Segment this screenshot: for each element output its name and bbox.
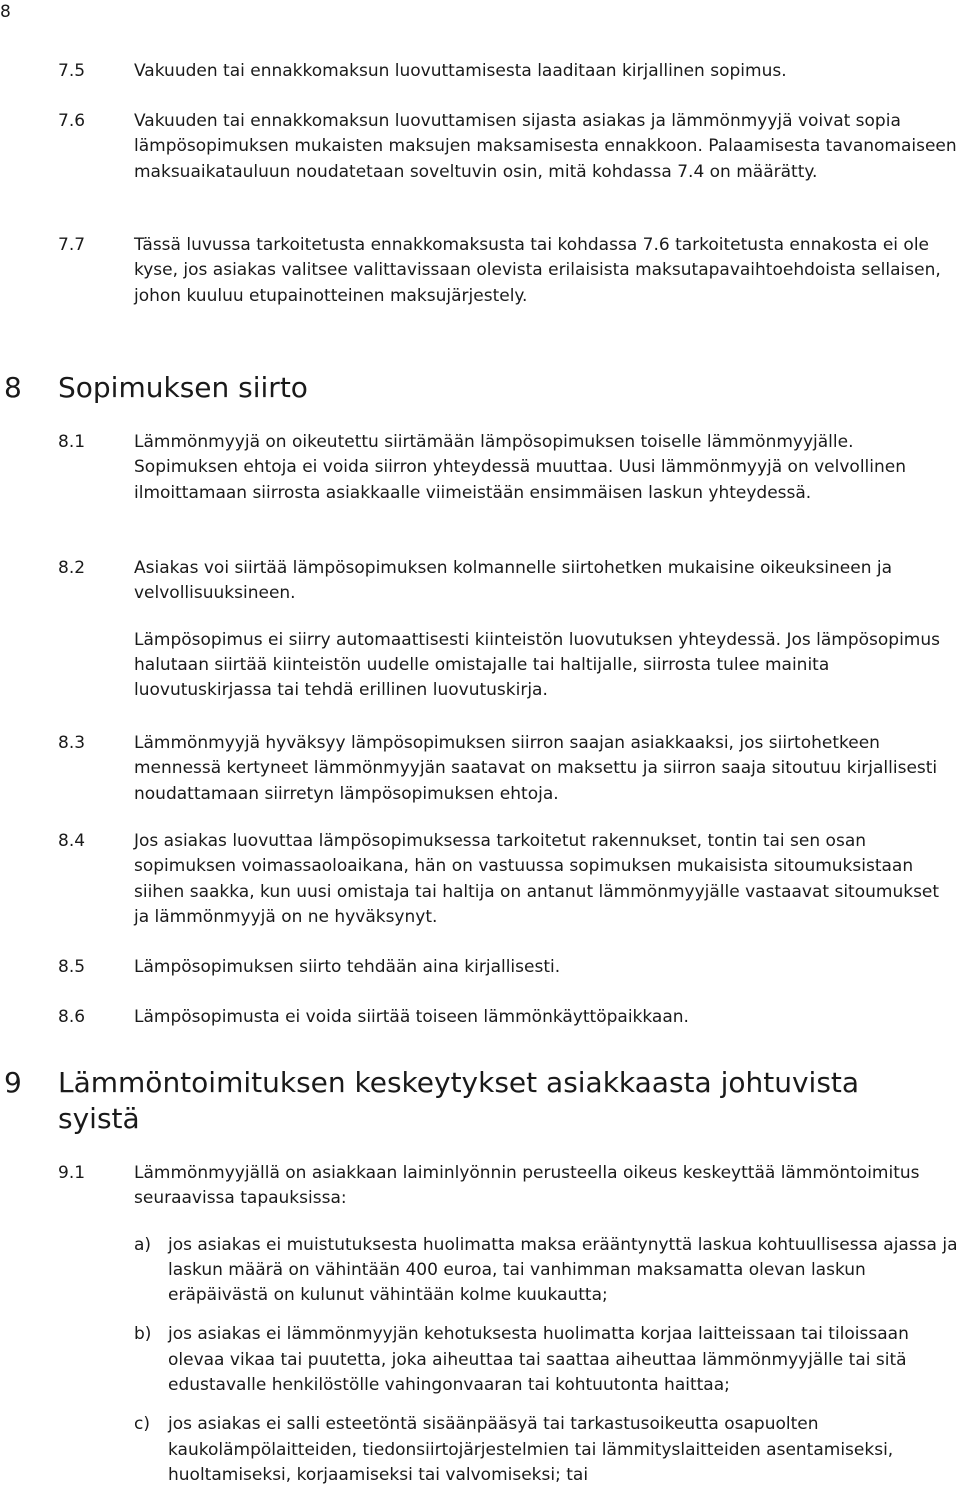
list-item-label: b) <box>134 1324 152 1345</box>
clause-body <box>134 1161 958 1488</box>
clause-number: 8.1 <box>58 432 86 452</box>
clause-text: Asiakas voi siirtää lämpösopimuksen kolmannelle siirtohetken mukaisine oikeuksineen ja velvollisuuksineen. <box>134 558 893 604</box>
clause-8-5 <box>58 955 958 980</box>
section-title: Lämmöntoimituksen keskeytykset asiakkaasta johtuvista syistä <box>58 1066 860 1135</box>
clause-text: Lämpösopimus ei siirry automaattisesti kiinteistön luovutuksen yhteydessä. Jos lämpösopimus halutaan siirtää kiinteistön uudelle omistajalle tai haltijalle, siirrosta tulee mainita luovutuskirjassa tai tehdä erillinen luovutuskirja. <box>134 629 940 701</box>
clause-text: Lämmönmyyjällä on asiakkaan laiminlyönnin perusteella oikeus keskeyttää lämmöntoimitus seuraavissa tapauksissa: <box>134 1163 920 1209</box>
list-item-text: jos asiakas ei muistutuksesta huolimatta maksa erääntynyttä laskua kohtuullisessa ajassa ja laskun määrä on vähintään 400 euroa, tai vanhimman maksamatta olevan laskun eräpäivästä on kulunut vähintään kolme kuukautta; <box>168 1234 958 1306</box>
clause-body <box>134 829 958 930</box>
clause-number: 7.7 <box>58 235 86 255</box>
clause-body <box>134 109 958 185</box>
list-item-text: jos asiakas ei salli esteetöntä sisäänpääsyä tai tarkastusoikeutta osapuolten kaukolämpölaitteiden, tiedonsiirtojärjestelmien tai lämmityslaitteiden asentamiseksi, huoltamiseksi, korjaamiseksi tai valvomiseksi; tai <box>168 1414 894 1485</box>
clause-7-7 <box>58 233 958 309</box>
clause-8-1 <box>58 430 958 506</box>
clause-text: Lämpösopimusta ei voida siirtää toiseen lämmönkäyttöpaikkaan. <box>134 1007 689 1027</box>
clause-text: Lämmönmyyjä hyväksyy lämpösopimuksen siirron saajan asiakkaaksi, jos siirtohetkeen mennessä kertyneet lämmönmyyjän saatavat on maksettu ja siirron saaja sitoutuu kirjallisesti noudattamaan siirretyn lämpösopimuksen ehtoja. <box>134 733 938 804</box>
clause-body <box>134 1005 958 1030</box>
clause-7-6 <box>58 109 958 185</box>
clause-number: 8.4 <box>58 831 86 851</box>
clause-8-4 <box>58 829 958 930</box>
list-item <box>134 1322 958 1398</box>
clause-body <box>134 59 958 84</box>
clause-7-5 <box>58 59 958 84</box>
section-number: 9 <box>4 1066 22 1099</box>
clause-text: Jos asiakas luovuttaa lämpösopimuksessa tarkoitetut rakennukset, tontin tai sen osan sopimuksen voimassaoloaikana, hän on vastuussa sopimuksen mukaisista sitoumuksistaan siihen saakka, kun uusi omistaja tai haltija on antanut lämmönmyyjälle vastaavat sitoumukset ja lämmönmyyjä on ne hyväksynyt. <box>134 831 940 927</box>
section-title: Sopimuksen siirto <box>58 371 308 404</box>
clause-8-2 <box>58 556 958 703</box>
list-item <box>134 1233 958 1309</box>
clause-9-1 <box>58 1161 958 1488</box>
list-item <box>134 1412 958 1488</box>
clause-body <box>134 955 958 980</box>
clause-body <box>134 556 958 703</box>
clause-body <box>134 731 958 807</box>
section-number: 8 <box>4 371 22 404</box>
clause-number: 8.3 <box>58 733 86 753</box>
section-heading-8 <box>4 370 934 406</box>
clause-text: Vakuuden tai ennakkomaksun luovuttamisen sijasta asiakas ja lämmönmyyjä voivat sopia lämpösopimuksen mukaisten maksujen maksamisesta ennakkoon. Palaamisesta tavanomaiseen maksuaikatauluun noudatetaan soveltuvin osin, mitä kohdassa 7.4 on määrätty. <box>134 111 957 182</box>
list-item-text: jos asiakas ei lämmönmyyjän kehotuksesta huolimatta korjaa laitteissaan tai tiloissaan olevaa vikaa tai puutetta, joka aiheuttaa tai saattaa aiheuttaa lämmönmyyjälle tai sitä edustavalle henkilöstölle vahingonvaaran tai kohtuutonta haittaa; <box>168 1324 909 1396</box>
clause-text: Lämmönmyyjä on oikeutettu siirtämään lämpösopimuksen toiselle lämmönmyyjälle. Sopimuksen ehtoja ei voida siirron yhteydessä muuttaa. Uusi lämmönmyyjä on velvollinen ilmoittamaan siirrosta asiakkaalle viimeistään ensimmäisen laskun yhteydessä. <box>134 432 907 503</box>
case-list <box>134 1233 958 1489</box>
clause-number: 8.5 <box>58 957 86 977</box>
clause-text: Lämpösopimuksen siirto tehdään aina kirjallisesti. <box>134 957 561 977</box>
clause-number: 7.6 <box>58 111 86 131</box>
clause-text: Tässä luvussa tarkoitetusta ennakkomaksusta tai kohdassa 7.6 tarkoitetusta ennakosta ei ole kyse, jos asiakas valitsee valittavissaan olevista erilaisista maksutapavaihtoehdoista sellaisen, johon kuuluu etupainotteinen maksujärjestely. <box>134 235 941 306</box>
page-number: 8 <box>0 2 11 22</box>
clause-8-3 <box>58 731 958 807</box>
clause-8-6 <box>58 1005 958 1030</box>
list-item-label: c) <box>134 1414 150 1435</box>
clause-number: 8.2 <box>58 558 86 578</box>
clause-text: Vakuuden tai ennakkomaksun luovuttamisesta laaditaan kirjallinen sopimus. <box>134 61 787 81</box>
clause-number: 7.5 <box>58 61 86 81</box>
clause-number: 9.1 <box>58 1163 86 1183</box>
clause-body <box>134 233 958 309</box>
section-heading-9 <box>4 1065 934 1137</box>
list-item-label: a) <box>134 1234 152 1255</box>
clause-number: 8.6 <box>58 1007 86 1027</box>
clause-body <box>134 430 958 506</box>
